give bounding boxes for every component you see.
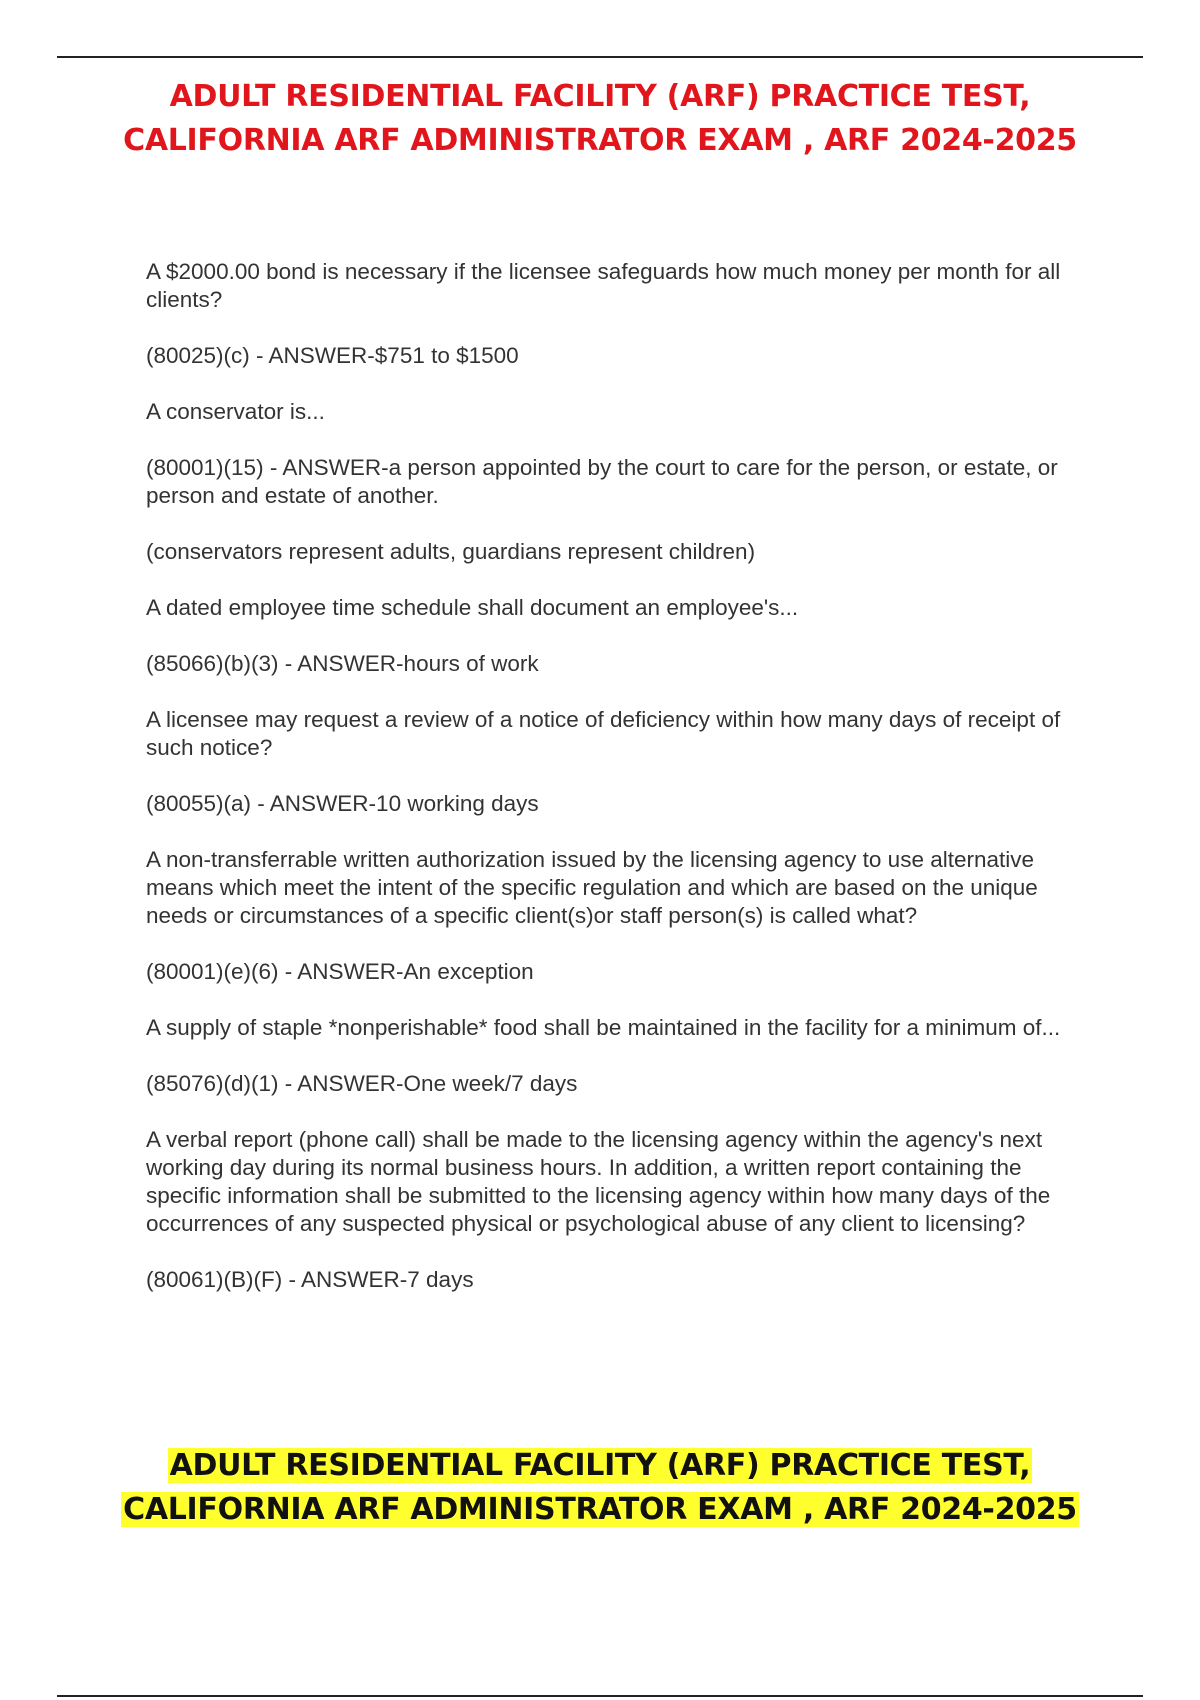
answer-3: (85066)(b)(3) - ANSWER-hours of work [146,651,539,676]
document-title: ADULT RESIDENTIAL FACILITY (ARF) PRACTICE TEST, CALIFORNIA ARF ADMINISTRATOR EXAM , ARF 2024-2025 [123,79,1077,158]
question-6: A supply of staple *nonperishable* food shall be maintained in the facility for a minimum of... [146,1015,1061,1040]
answer-2: (80001)(15) - ANSWER-a person appointed by the court to care for the person, or estate, or person and estate of another. [146,455,1058,508]
answer-5: (80001)(e)(6) - ANSWER-An exception [146,959,534,984]
footer-title-highlight: ADULT RESIDENTIAL FACILITY (ARF) PRACTICE TEST, CALIFORNIA ARF ADMINISTRATOR EXAM , ARF 2024-2025 [123,1448,1077,1527]
answer-1: (80025)(c) - ANSWER-$751 to $1500 [146,343,519,368]
answer-7: (80061)(B)(F) - ANSWER-7 days [146,1267,474,1292]
question-5: A non-transferrable written authorization issued by the licensing agency to use alternative means which meet the intent of the specific regulation and which are based on the unique needs or circumstances of a specific client(s)or staff person(s) is called what? [146,847,1038,928]
footer-title [120,1444,1080,1532]
answer-4: (80055)(a) - ANSWER-10 working days [146,791,539,816]
question-2: A conservator is... [146,399,325,424]
top-rule [57,56,1143,58]
document-body [146,258,1066,1322]
answer-2-note: (conservators represent adults, guardians represent children) [146,539,756,564]
question-1: A $2000.00 bond is necessary if the licensee safeguards how much money per month for all clients? [146,259,1061,312]
answer-6: (85076)(d)(1) - ANSWER-One week/7 days [146,1071,578,1096]
bottom-rule [57,1695,1143,1697]
question-4: A licensee may request a review of a notice of deficiency within how many days of receipt of such notice? [146,707,1061,760]
question-7: A verbal report (phone call) shall be made to the licensing agency within the agency's next working day during its normal business hours. In addition, a written report containing the specific information shall be submitted to the licensing agency within how many days of the occurrences of any suspected physical or psychological abuse of any client to licensing? [146,1127,1051,1236]
question-3: A dated employee time schedule shall document an employee's... [146,595,799,620]
